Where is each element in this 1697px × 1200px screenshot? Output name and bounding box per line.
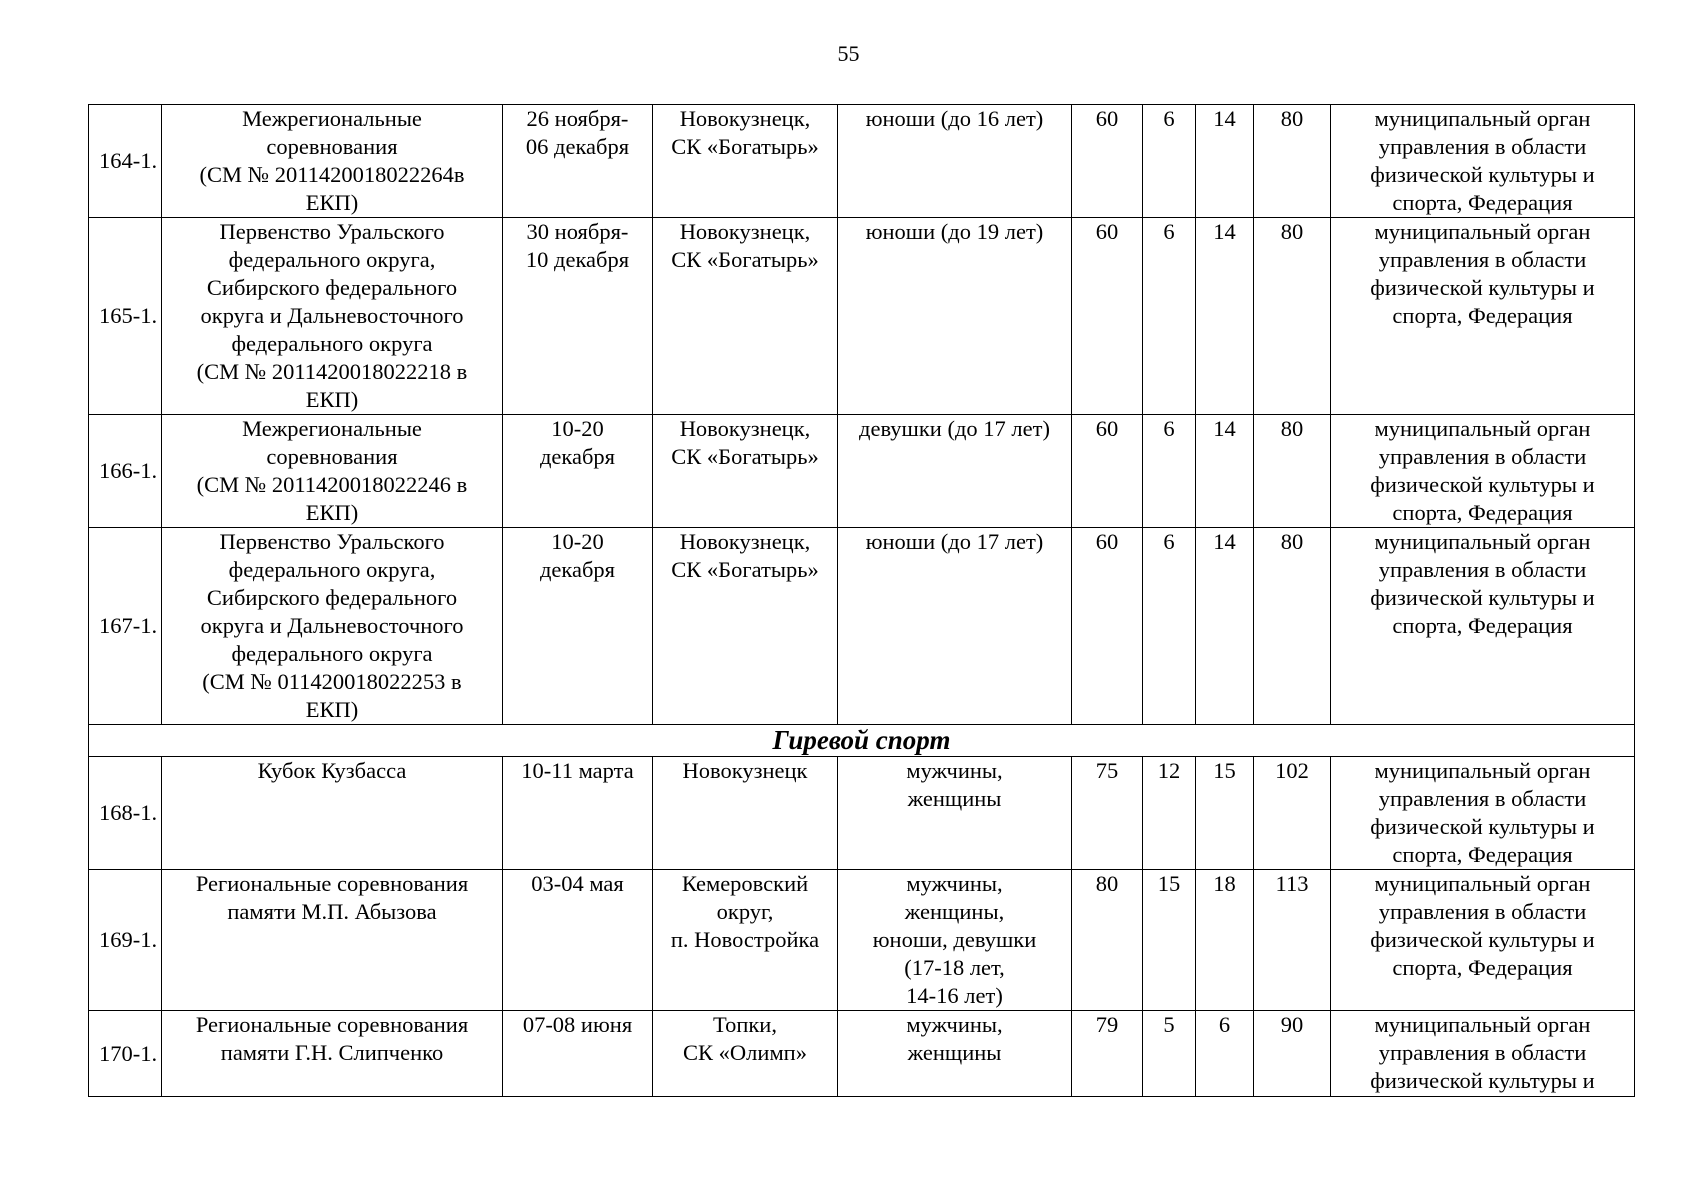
event-name-cell-line: Региональные соревнования: [195, 1012, 469, 1037]
event-name-cell-line: федерального округа,: [228, 557, 436, 582]
place-cell-line: Новокузнецк,: [679, 529, 811, 554]
judges-count: 14: [1196, 218, 1254, 415]
event-name-cell-line: соревнования: [266, 444, 398, 469]
participants-cell-line: мужчины,: [906, 758, 1003, 783]
event-name-cell-line: ЕКП): [305, 697, 359, 722]
participants-cell: [838, 757, 1072, 870]
place-cell-line: Новокузнецк,: [679, 106, 811, 131]
table-row: [89, 757, 1635, 870]
event-name-cell-line: ЕКП): [305, 500, 359, 525]
table-row: [89, 415, 1635, 528]
organizer-cell-line: физической культуры и: [1370, 162, 1595, 187]
place-cell: [653, 415, 838, 528]
event-name-cell-line: (СМ № 011420018022253 в: [202, 669, 462, 694]
place-cell-line: Новокузнецк: [682, 758, 808, 783]
event-name-cell-line: федерального округа: [231, 641, 433, 666]
event-name-cell-line: Межрегиональные: [242, 416, 422, 441]
trainers-count: 5: [1143, 1011, 1196, 1097]
event-name-cell-line: Сибирского федерального: [206, 585, 458, 610]
participants-cell: [838, 870, 1072, 1011]
participants-cell: [838, 105, 1072, 218]
participants-cell-line: юноши (до 17 лет): [865, 529, 1044, 554]
place-cell-line: СК «Олимп»: [683, 1040, 807, 1065]
dates-cell-line: 10-11 марта: [521, 758, 634, 783]
total-count: 80: [1254, 528, 1331, 725]
organizer-cell: [1331, 218, 1635, 415]
participants-cell-line: женщины,: [904, 899, 1005, 924]
place-cell-line: Кемеровский: [681, 871, 809, 896]
participants-cell-line: мужчины,: [906, 871, 1003, 896]
judges-count: 14: [1196, 415, 1254, 528]
row-number: 167-1.: [89, 528, 162, 725]
athletes-count: 60: [1072, 528, 1143, 725]
dates-cell-line: 10-20: [551, 529, 604, 554]
dates-cell: [503, 1011, 653, 1097]
dates-cell-line: 30 ноября-: [526, 219, 629, 244]
event-name-cell-line: (СМ № 2011420018022264в: [199, 162, 465, 187]
place-cell-line: СК «Богатырь»: [671, 444, 819, 469]
athletes-count: 60: [1072, 415, 1143, 528]
section-row: [89, 725, 1635, 757]
dates-cell-line: 06 декабря: [525, 134, 630, 159]
organizer-cell-line: муниципальный орган: [1374, 1012, 1591, 1037]
participants-cell-line: женщины: [907, 1040, 1002, 1065]
row-number: 169-1.: [89, 870, 162, 1011]
event-name-cell: [162, 870, 503, 1011]
dates-cell-line: декабря: [539, 444, 616, 469]
athletes-count: 60: [1072, 218, 1143, 415]
event-name-cell-line: ЕКП): [305, 387, 359, 412]
organizer-cell-line: управления в области: [1378, 786, 1587, 811]
dates-cell: [503, 870, 653, 1011]
participants-cell-line: (17-18 лет,: [904, 955, 1005, 980]
events-table: [88, 104, 1635, 1097]
organizer-cell-line: муниципальный орган: [1374, 758, 1591, 783]
dates-cell-line: декабря: [539, 557, 616, 582]
organizer-cell-line: спорта, Федерация: [1392, 955, 1573, 980]
total-count: 80: [1254, 105, 1331, 218]
dates-cell-line: 10 декабря: [525, 247, 630, 272]
event-name-cell-line: федерального округа,: [228, 247, 436, 272]
organizer-cell-line: управления в области: [1378, 134, 1587, 159]
table-row: [89, 1011, 1635, 1097]
athletes-count: 75: [1072, 757, 1143, 870]
event-name-cell-line: округа и Дальневосточного: [200, 303, 464, 328]
event-name-cell-line: Региональные соревнования: [195, 871, 469, 896]
judges-count: 15: [1196, 757, 1254, 870]
organizer-cell-line: физической культуры и: [1370, 814, 1595, 839]
organizer-cell-line: муниципальный орган: [1374, 529, 1591, 554]
table-row: [89, 218, 1635, 415]
event-name-cell-line: (СМ № 2011420018022246 в: [196, 472, 468, 497]
trainers-count: 6: [1143, 105, 1196, 218]
row-number: 165-1.: [89, 218, 162, 415]
row-number: 170-1.: [89, 1011, 162, 1097]
place-cell-line: Новокузнецк,: [679, 219, 811, 244]
participants-cell-line: девушки (до 17 лет): [859, 416, 1050, 441]
table-row: [89, 105, 1635, 218]
organizer-cell-line: физической культуры и: [1370, 275, 1595, 300]
section-title: Гиревой спорт: [89, 725, 1635, 757]
dates-cell-line: 10-20: [551, 416, 604, 441]
organizer-cell: [1331, 757, 1635, 870]
event-name-cell-line: памяти Г.Н. Слипченко: [220, 1040, 444, 1065]
place-cell-line: Новокузнецк,: [679, 416, 811, 441]
place-cell: [653, 218, 838, 415]
organizer-cell-line: спорта, Федерация: [1392, 303, 1573, 328]
event-name-cell-line: соревнования: [266, 134, 398, 159]
place-cell: [653, 105, 838, 218]
event-name-cell-line: Первенство Уральского: [219, 529, 445, 554]
participants-cell-line: 14-16 лет): [906, 983, 1003, 1008]
total-count: 90: [1254, 1011, 1331, 1097]
place-cell: [653, 1011, 838, 1097]
trainers-count: 15: [1143, 870, 1196, 1011]
participants-cell-line: мужчины,: [906, 1012, 1003, 1037]
event-name-cell: [162, 1011, 503, 1097]
trainers-count: 12: [1143, 757, 1196, 870]
total-count: 80: [1254, 415, 1331, 528]
row-number: 164-1.: [89, 105, 162, 218]
dates-cell-line: 07-08 июня: [522, 1012, 633, 1037]
organizer-cell: [1331, 528, 1635, 725]
total-count: 102: [1254, 757, 1331, 870]
participants-cell: [838, 218, 1072, 415]
table-body-before-section: [89, 105, 1635, 725]
organizer-cell: [1331, 415, 1635, 528]
event-name-cell-line: ЕКП): [305, 190, 359, 215]
athletes-count: 60: [1072, 105, 1143, 218]
participants-cell-line: юноши (до 19 лет): [865, 219, 1044, 244]
event-name-cell: [162, 218, 503, 415]
event-name-cell-line: Межрегиональные: [242, 106, 422, 131]
participants-cell: [838, 528, 1072, 725]
dates-cell-line: 26 ноября-: [526, 106, 629, 131]
total-count: 80: [1254, 218, 1331, 415]
event-name-cell-line: Первенство Уральского: [219, 219, 445, 244]
organizer-cell: [1331, 870, 1635, 1011]
judges-count: 14: [1196, 105, 1254, 218]
row-number: 166-1.: [89, 415, 162, 528]
organizer-cell-line: физической культуры и: [1370, 927, 1595, 952]
event-name-cell: [162, 528, 503, 725]
participants-cell-line: женщины: [907, 786, 1002, 811]
dates-cell: [503, 528, 653, 725]
total-count: 113: [1254, 870, 1331, 1011]
dates-cell: [503, 105, 653, 218]
event-name-cell: [162, 415, 503, 528]
event-name-cell-line: федерального округа: [231, 331, 433, 356]
place-cell-line: округ,: [716, 899, 774, 924]
event-name-cell-line: памяти М.П. Абызова: [227, 899, 437, 924]
place-cell: [653, 757, 838, 870]
organizer-cell-line: муниципальный орган: [1374, 416, 1591, 441]
organizer-cell-line: муниципальный орган: [1374, 106, 1591, 131]
organizer-cell-line: управления в области: [1378, 557, 1587, 582]
organizer-cell-line: физической культуры и: [1370, 1068, 1595, 1093]
organizer-cell-line: спорта, Федерация: [1392, 190, 1573, 215]
participants-cell: [838, 415, 1072, 528]
event-name-cell-line: (СМ № 2011420018022218 в: [196, 359, 468, 384]
trainers-count: 6: [1143, 218, 1196, 415]
organizer-cell-line: управления в области: [1378, 444, 1587, 469]
trainers-count: 6: [1143, 415, 1196, 528]
place-cell-line: СК «Богатырь»: [671, 557, 819, 582]
trainers-count: 6: [1143, 528, 1196, 725]
place-cell: [653, 528, 838, 725]
organizer-cell-line: спорта, Федерация: [1392, 613, 1573, 638]
place-cell-line: СК «Богатырь»: [671, 134, 819, 159]
participants-cell-line: юноши, девушки: [872, 927, 1037, 952]
place-cell: [653, 870, 838, 1011]
table-row: [89, 528, 1635, 725]
organizer-cell-line: муниципальный орган: [1374, 871, 1591, 896]
place-cell-line: Топки,: [713, 1012, 777, 1037]
judges-count: 18: [1196, 870, 1254, 1011]
event-name-cell-line: Сибирского федерального: [206, 275, 458, 300]
participants-cell: [838, 1011, 1072, 1097]
event-name-cell: [162, 757, 503, 870]
organizer-cell-line: спорта, Федерация: [1392, 500, 1573, 525]
dates-cell: [503, 218, 653, 415]
dates-cell: [503, 415, 653, 528]
event-name-cell: [162, 105, 503, 218]
page-number: 55: [837, 41, 860, 66]
dates-cell: [503, 757, 653, 870]
organizer-cell-line: управления в области: [1378, 899, 1587, 924]
organizer-cell-line: управления в области: [1378, 1040, 1587, 1065]
table-row: [89, 870, 1635, 1011]
event-name-cell-line: округа и Дальневосточного: [200, 613, 464, 638]
organizer-cell: [1331, 1011, 1635, 1097]
organizer-cell-line: муниципальный орган: [1374, 219, 1591, 244]
organizer-cell-line: физической культуры и: [1370, 585, 1595, 610]
table-body-after-section: [89, 757, 1635, 1097]
organizer-cell: [1331, 105, 1635, 218]
participants-cell-line: юноши (до 16 лет): [865, 106, 1044, 131]
event-name-cell-line: Кубок Кузбасса: [257, 758, 407, 783]
place-cell-line: СК «Богатырь»: [671, 247, 819, 272]
row-number: 168-1.: [89, 757, 162, 870]
dates-cell-line: 03-04 мая: [531, 871, 624, 896]
judges-count: 6: [1196, 1011, 1254, 1097]
judges-count: 14: [1196, 528, 1254, 725]
organizer-cell-line: управления в области: [1378, 247, 1587, 272]
organizer-cell-line: спорта, Федерация: [1392, 842, 1573, 867]
organizer-cell-line: физической культуры и: [1370, 472, 1595, 497]
athletes-count: 80: [1072, 870, 1143, 1011]
place-cell-line: п. Новостройка: [670, 927, 820, 952]
athletes-count: 79: [1072, 1011, 1143, 1097]
